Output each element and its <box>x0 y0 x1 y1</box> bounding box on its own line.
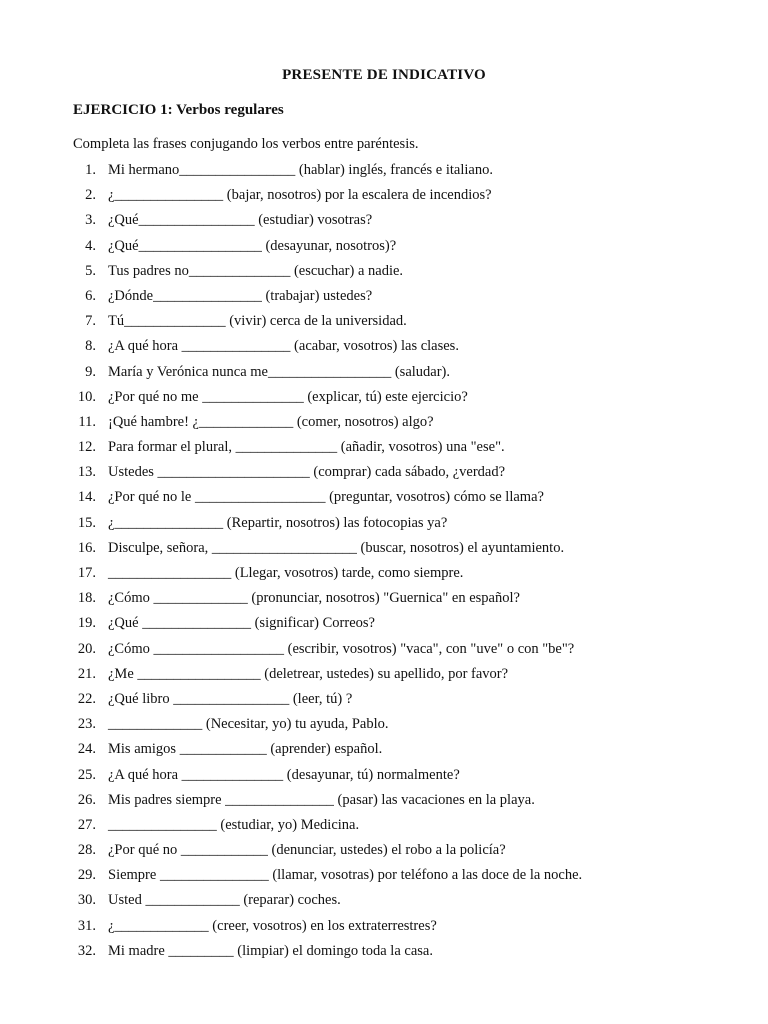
item-number: 10. <box>77 388 96 405</box>
exercise-item <box>0 209 768 234</box>
exercise-item <box>0 184 768 209</box>
item-number: 7. <box>85 313 96 330</box>
exercise-item <box>0 940 768 965</box>
item-number: 8. <box>85 338 96 355</box>
item-text: ¿Qué________________ (estudiar) vosotras? <box>108 212 373 229</box>
item-text: Siempre _______________ (llamar, vosotras) por teléfono a las doce de la noche. <box>108 867 583 884</box>
item-number: 26. <box>77 791 96 808</box>
exercise-item <box>0 587 768 612</box>
exercise-item <box>0 537 768 562</box>
item-text: _________________ (Llegar, vosotros) tarde, como siempre. <box>108 565 464 581</box>
item-number: 13. <box>77 464 96 481</box>
item-text: ¿_______________ (bajar, nosotros) por la escalera de incendios? <box>108 187 492 204</box>
item-number: 25. <box>77 766 96 783</box>
item-number: 30. <box>77 892 96 909</box>
item-text: _____________ (Necesitar, yo) tu ayuda, Pablo. <box>108 716 389 733</box>
item-number: 17. <box>77 565 96 581</box>
exercise-item <box>0 738 768 763</box>
item-number: 27. <box>77 816 96 833</box>
exercise-item <box>0 285 768 310</box>
item-number: 29. <box>77 867 96 884</box>
item-number: 5. <box>85 262 96 279</box>
item-text: ¿Por qué no le __________________ (preguntar, vosotros) cómo se llama? <box>108 489 544 506</box>
item-text: Tus padres no______________ (escuchar) a nadie. <box>108 262 404 279</box>
exercise-item <box>0 436 768 461</box>
exercise-item <box>0 764 768 789</box>
item-number: 16. <box>77 539 96 556</box>
exercise-item <box>0 713 768 738</box>
exercise-item <box>0 612 768 637</box>
item-text: Mi madre _________ (limpiar) el domingo toda la casa. <box>108 942 433 959</box>
exercise-heading: EJERCICIO 1: Verbos regulares <box>73 102 284 118</box>
item-text: ¿A qué hora ______________ (desayunar, tú) normalmente? <box>108 766 460 783</box>
item-number: 23. <box>77 716 96 733</box>
item-number: 21. <box>77 665 96 682</box>
exercise-item <box>0 814 768 839</box>
item-number: 28. <box>77 842 96 859</box>
exercise-item <box>0 512 768 537</box>
exercise-item <box>0 260 768 285</box>
exercise-item <box>0 335 768 360</box>
item-text: Mis padres siempre _______________ (pasar) las vacaciones en la playa. <box>108 791 535 808</box>
item-number: 4. <box>85 237 96 254</box>
page-title: PRESENTE DE INDICATIVO <box>282 67 486 83</box>
exercise-item <box>0 562 768 587</box>
item-text: ¿_____________ (creer, vosotros) en los extraterrestres? <box>108 917 437 934</box>
item-number: 18. <box>77 590 96 607</box>
item-text: ¿Dónde_______________ (trabajar) ustedes? <box>108 287 373 304</box>
exercise-item <box>0 889 768 914</box>
exercise-item <box>0 688 768 713</box>
item-number: 11. <box>78 413 96 430</box>
item-text: ¡Qué hambre! ¿_____________ (comer, nosotros) algo? <box>108 413 434 430</box>
item-number: 9. <box>85 363 96 380</box>
item-text: ¿Qué_________________ (desayunar, nosotros)? <box>108 237 397 254</box>
item-text: ¿Por qué no me ______________ (explicar, tú) este ejercicio? <box>108 388 468 405</box>
item-text: María y Verónica nunca me_________________ (saludar). <box>108 363 451 380</box>
item-text: Mi hermano________________ (hablar) inglés, francés e italiano. <box>108 162 493 178</box>
item-text: Para formar el plural, ______________ (añadir, vosotros) una "ese". <box>108 439 505 456</box>
exercise-list <box>0 159 768 965</box>
exercise-item <box>0 638 768 663</box>
exercise-item <box>0 915 768 940</box>
item-number: 1. <box>85 162 96 178</box>
item-text: Usted _____________ (reparar) coches. <box>108 892 341 909</box>
exercise-instruction: Completa las frases conjugando los verbos entre paréntesis. <box>73 136 419 152</box>
item-number: 20. <box>77 640 96 657</box>
item-number: 14. <box>77 489 96 506</box>
item-text: ¿A qué hora _______________ (acabar, vosotros) las clases. <box>108 338 459 355</box>
item-number: 24. <box>77 741 96 758</box>
item-number: 12. <box>77 439 96 456</box>
item-text: ¿Me _________________ (deletrear, ustedes) su apellido, por favor? <box>108 665 509 682</box>
exercise-item <box>0 789 768 814</box>
item-number: 3. <box>85 212 96 229</box>
exercise-item <box>0 411 768 436</box>
exercise-item <box>0 159 768 184</box>
item-text: _______________ (estudiar, yo) Medicina. <box>108 816 360 833</box>
exercise-item <box>0 310 768 335</box>
item-text: Ustedes _____________________ (comprar) cada sábado, ¿verdad? <box>108 464 506 481</box>
item-number: 32. <box>77 942 96 959</box>
item-text: Tú______________ (vivir) cerca de la universidad. <box>108 313 407 330</box>
exercise-item <box>0 839 768 864</box>
item-text: ¿Por qué no ____________ (denunciar, ustedes) el robo a la policía? <box>108 842 506 859</box>
exercise-item <box>0 361 768 386</box>
item-number: 15. <box>77 514 96 531</box>
item-number: 31. <box>77 917 96 934</box>
exercise-item <box>0 386 768 411</box>
item-text: ¿_______________ (Repartir, nosotros) las fotocopias ya? <box>108 514 448 531</box>
exercise-item <box>0 663 768 688</box>
exercise-item <box>0 461 768 486</box>
item-number: 22. <box>77 690 96 707</box>
exercise-item <box>0 864 768 889</box>
item-text: Disculpe, señora, ____________________ (buscar, nosotros) el ayuntamiento. <box>108 539 565 556</box>
item-text: ¿Cómo __________________ (escribir, vosotros) "vaca", con "uve" o con "be"? <box>108 640 575 657</box>
item-text: ¿Cómo _____________ (pronunciar, nosotros) "Guernica" en español? <box>108 590 520 607</box>
item-text: ¿Qué libro ________________ (leer, tú) ? <box>108 690 353 707</box>
item-number: 2. <box>85 187 96 204</box>
item-text: ¿Qué _______________ (significar) Correos? <box>108 615 375 632</box>
item-number: 19. <box>77 615 96 632</box>
exercise-item <box>0 486 768 511</box>
exercise-item <box>0 235 768 260</box>
item-text: Mis amigos ____________ (aprender) español. <box>108 741 383 758</box>
item-number: 6. <box>85 287 96 304</box>
